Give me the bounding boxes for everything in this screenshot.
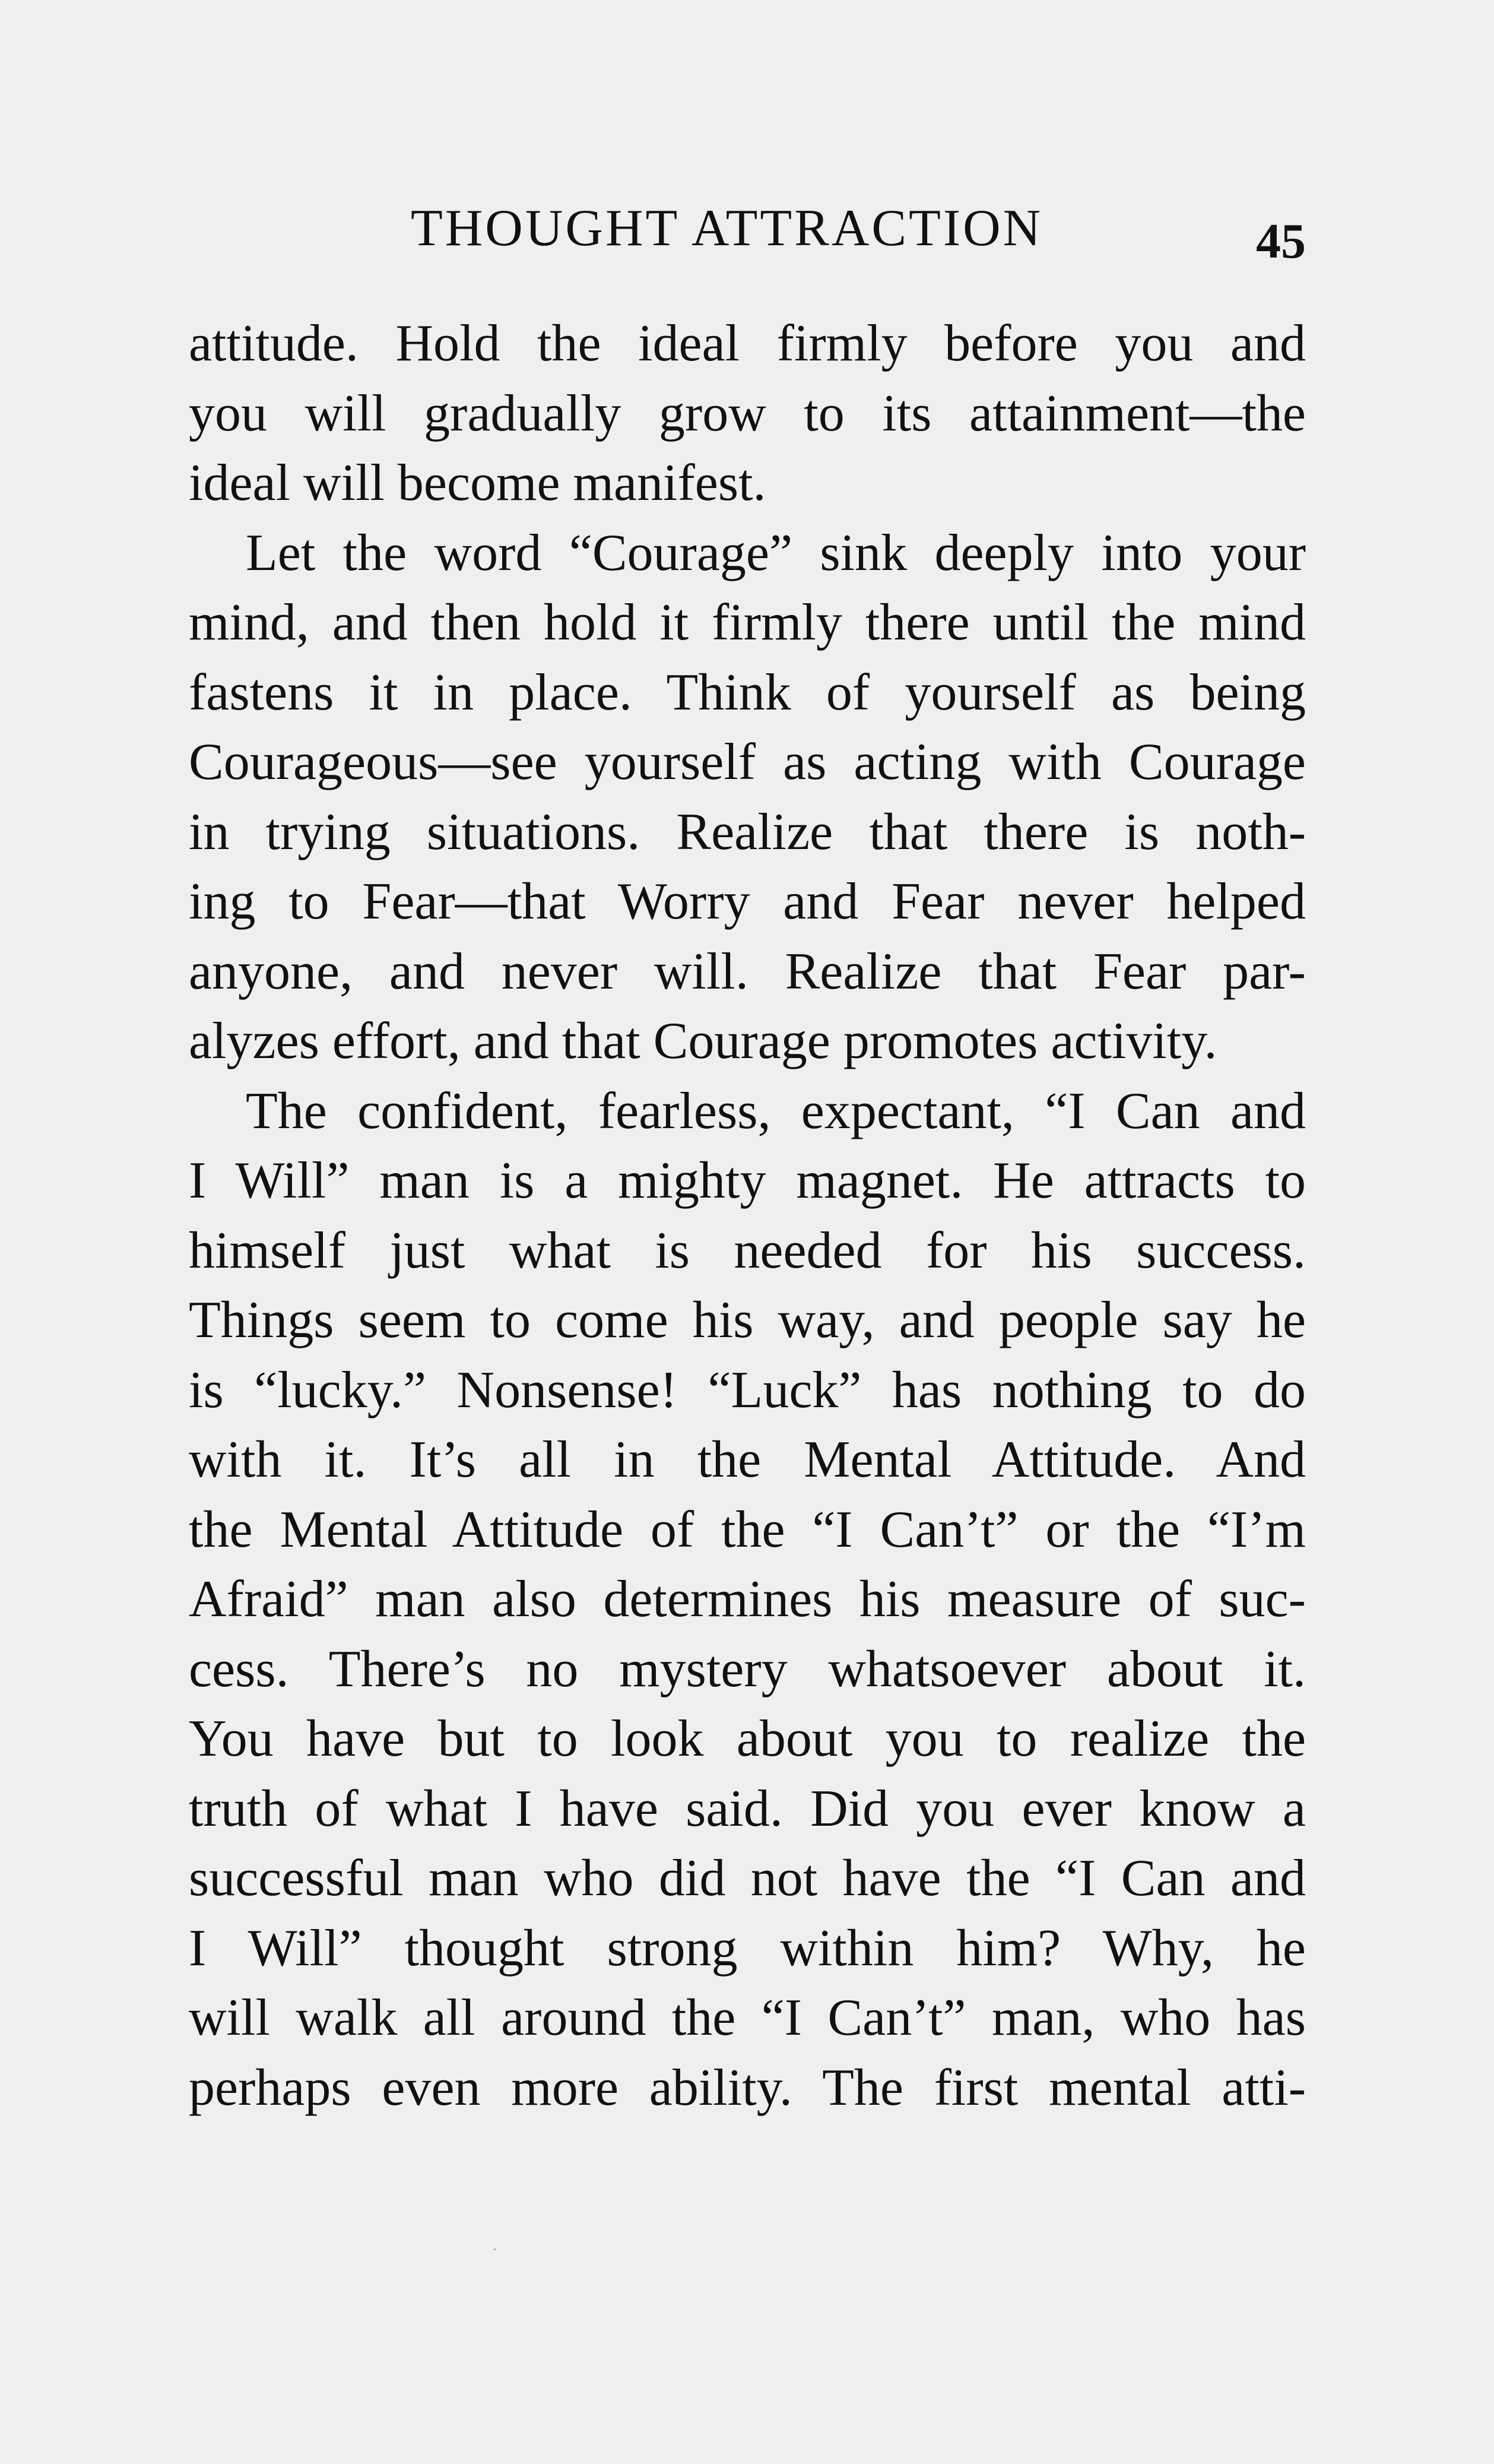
text-line: with it. It’s all in the Mental Attitude. And: [189, 1431, 1306, 1488]
text-line: will walk all around the “I Can’t” man, who has: [189, 1989, 1306, 2047]
text-line: cess. There’s no mystery whatsoever about it.: [189, 1640, 1306, 1698]
text-line: Let the word “Courage” sink deeply into your: [246, 524, 1306, 582]
text-line: alyzes effort, and that Courage promotes activity.: [189, 1012, 1217, 1070]
text-line: truth of what I have said. Did you ever know a: [189, 1779, 1306, 1838]
text-line: in trying situations. Realize that there is noth-: [189, 803, 1306, 861]
text-line: the Mental Attitude of the “I Can’t” or the “I’m: [189, 1500, 1306, 1559]
text-line: ing to Fear—that Worry and Fear never helped: [189, 873, 1306, 930]
running-head: [189, 196, 1306, 269]
text-line: is “lucky.” Nonsense! “Luck” has nothing to do: [189, 1361, 1306, 1419]
text-line: The confident, fearless, expectant, “I Can and: [246, 1082, 1306, 1140]
text-line: Afraid” man also determines his measure of suc-: [189, 1570, 1306, 1628]
text-line: successful man who did not have the “I Can and: [189, 1849, 1306, 1907]
running-title: THOUGHT ATTRACTION: [411, 199, 1043, 257]
text-line: I Will” man is a mighty magnet. He attracts to: [189, 1152, 1306, 1209]
text-line: You have but to look about you to realize the: [189, 1710, 1306, 1768]
text-line: anyone, and never will. Realize that Fear par-: [189, 942, 1306, 1000]
page-number: 45: [1256, 214, 1306, 269]
text-line: perhaps even more ability. The first mental atti-: [189, 2058, 1306, 2117]
text-line: attitude. Hold the ideal firmly before you and: [189, 315, 1306, 372]
text-line: I Will” thought strong within him? Why, he: [189, 1919, 1306, 1977]
text-line: Things seem to come his way, and people say he: [189, 1291, 1306, 1349]
text-line: ideal will become manifest.: [189, 454, 766, 512]
body-text: [189, 309, 1306, 2123]
text-line: mind, and then hold it firmly there until the mind: [189, 594, 1306, 651]
text-line: himself just what is needed for his success.: [189, 1221, 1306, 1279]
text-line: you will gradually grow to its attainment—the: [189, 384, 1306, 442]
paper-speck: [494, 2248, 496, 2250]
text-line: Courageous—see yourself as acting with Courage: [189, 733, 1306, 791]
text-line: fastens it in place. Think of yourself as being: [189, 663, 1306, 721]
